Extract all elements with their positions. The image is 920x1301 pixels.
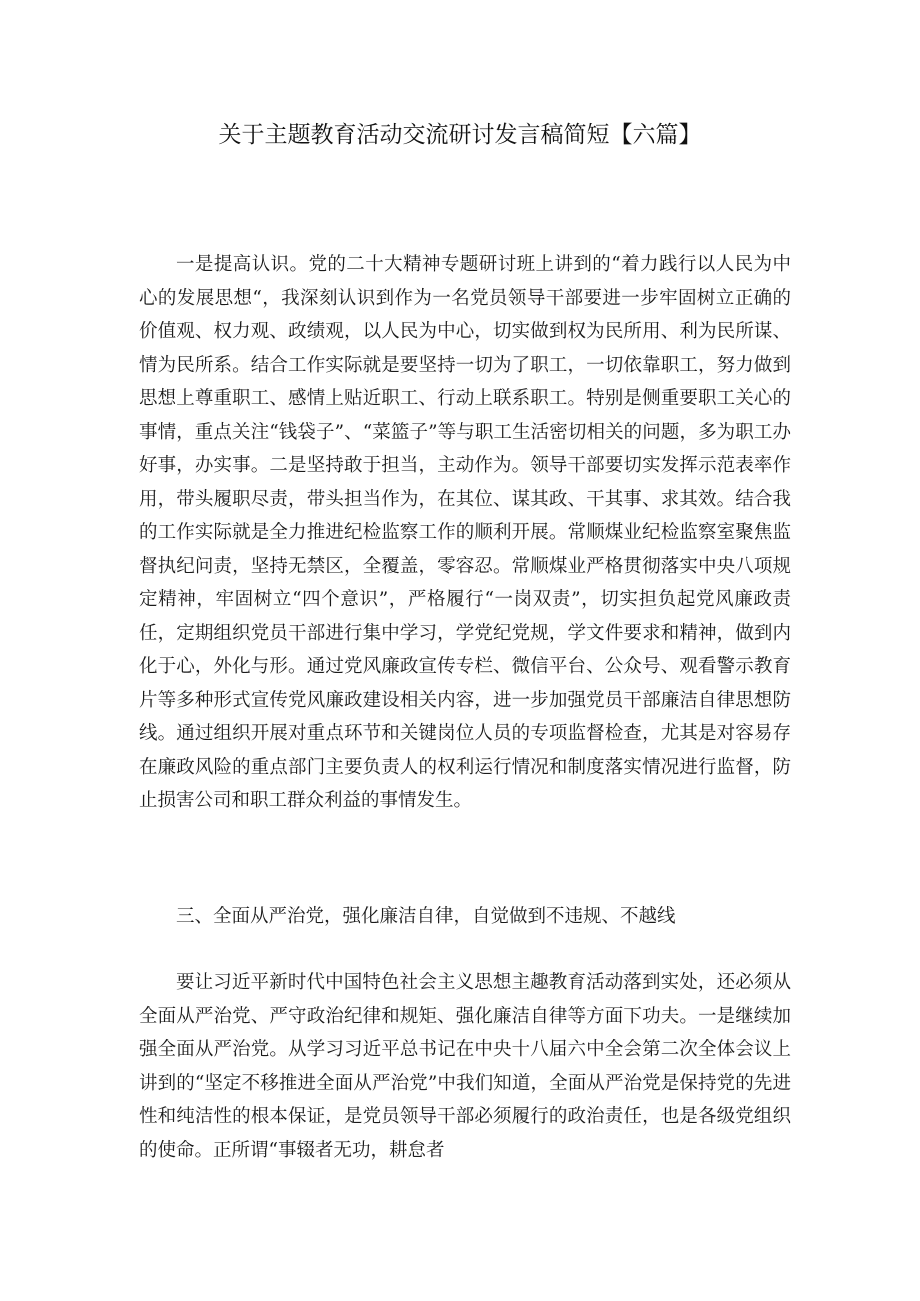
section-heading-3: 三、全面从严治党，强化廉洁自律，自觉做到不违规、不越线 (176, 906, 676, 927)
document-title: 关于主题教育活动交流研讨发言稿简短【六篇】 (218, 122, 702, 148)
body-paragraph-2: 要让习近平新时代中国特色社会主义思想主趣教育活动落到实处，还必须从全面从严治党、严守政治纪律和规矩、强化廉洁自律等方面下功夫。一是继续加强全面从严治党。从学习习近平总书记在中央十八届六中全会第二次全体会议上讲到的“坚定不移推进全面从严治党”中我们知道，全面从严治党是保持党的先进性和纯洁性的根本保证，是党员领导干部必须履行的政治责任，也是各级党组织的使命。正所谓“事辍者无功，耕怠者 (139, 972, 791, 1161)
body-paragraph-1: 一是提高认识。党的二十大精神专题研讨班上讲到的“着力践行以人民为中心的发展思想“，我深刻认识到作为一名党员领导干部要进一步牢固树立正确的价值观、权力观、政绩观，以人民为中心，切实做到权为民所用、利为民所谋、情为民所系。结合工作实际就是要坚持一切为了职工，一切依靠职工，努力做到思想上尊重职工、感情上贴近职工、行动上联系职工。特别是侧重要职工关心的事情，重点关注“钱袋子”、“菜篮子”等与职工生活密切相关的问题，多为职工办好事，办实事。二是坚持敢于担当，主动作为。领导干部要切实发挥示范表率作用，带头履职尽责，带头担当作为，在其位、谋其政、干其事、求其效。结合我的工作实际就是全力推进纪检监察工作的顺利开展。常顺煤业纪检监察室聚焦监督执纪问责，坚持无禁区，全覆盖，零容忍。常顺煤业严格贯彻落实中央八项规定精神，牢固树立“四个意识”，严格履行“一岗双责”，切实担负起党风廉政责任，定期组织党员干部进行集中学习，学党纪党规，学文件要求和精神，做到内化于心，外化与形。通过党风廉政宣传专栏、微信平台、公众号、观看警示教育片等多种形式宣传党风廉政建设相关内容，进一步加强党员干部廉洁自律思想防线。通过组织开展对重点环节和关键岗位人员的专项监督检查，尤其是对容易存在廉政风险的重点部门主要负责人的权利运行情况和制度落实情况进行监督，防止损害公司和职工群众利益的事情发生。 (139, 254, 791, 811)
